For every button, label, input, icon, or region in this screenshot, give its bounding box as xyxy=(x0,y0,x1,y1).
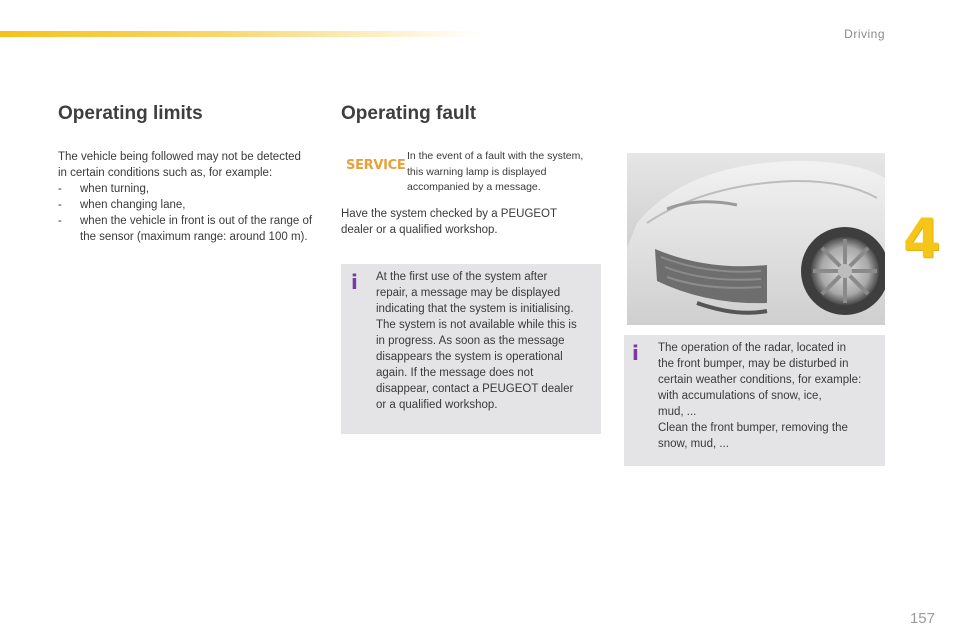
page-number: 157 xyxy=(909,610,935,627)
operating-limits-text xyxy=(58,149,326,245)
info-box-text xyxy=(376,269,598,413)
info-icon: i xyxy=(351,270,358,294)
text-line: this warning lamp is displayed xyxy=(407,165,547,178)
car-illustration xyxy=(627,153,885,325)
text-line: or a qualified workshop. xyxy=(376,399,498,411)
text-line: accompanied by a message. xyxy=(407,181,541,193)
text-line: The operation of the radar, located in xyxy=(658,342,846,354)
list-item: - when the vehicle in front is out of the range of the sensor (maximum range: around 100 m). xyxy=(58,213,326,245)
header-accent-bar xyxy=(0,31,480,37)
text-line: dealer or a qualified workshop. xyxy=(341,224,498,236)
list-item: - when turning, xyxy=(58,181,326,197)
text-line: At the first use of the system after xyxy=(376,271,548,283)
operating-fault-heading: Operating fault xyxy=(341,103,477,124)
text-line: disappear, contact a PEUGEOT dealer xyxy=(376,383,574,395)
text-line: mud, ... xyxy=(658,406,697,418)
info-box-radar xyxy=(624,335,885,466)
text-line: certain weather conditions, for example: xyxy=(658,374,862,386)
text-line: Clean the front bumper, removing the xyxy=(658,422,848,434)
service-warning-lamp-icon: SERVICE xyxy=(346,158,406,173)
operating-limits-intro-line: The vehicle being followed may not be detected xyxy=(58,151,301,163)
text-line: snow, mud, ... xyxy=(658,438,729,450)
text-line: The system is not available while this is xyxy=(376,319,577,331)
info-icon: i xyxy=(632,341,639,365)
text-line: repair, a message may be displayed xyxy=(376,287,561,299)
text-line: indicating that the system is initialising. xyxy=(376,303,574,315)
chapter-number: 4 xyxy=(903,207,941,270)
section-label: Driving xyxy=(844,27,885,41)
operating-limits-heading: Operating limits xyxy=(58,103,203,124)
text-line: Have the system checked by a PEUGEOT xyxy=(341,208,558,220)
text-line: the front bumper, may be disturbed in xyxy=(658,358,849,370)
info-box-text xyxy=(658,340,883,452)
check-system-text xyxy=(341,206,601,238)
operating-limits-list xyxy=(58,181,326,245)
operating-limits-intro-line: in certain conditions such as, for example: xyxy=(58,167,273,179)
text-line: In the event of a fault with the system, xyxy=(407,150,584,162)
text-line: again. If the message does not xyxy=(376,367,534,379)
warning-lamp-description xyxy=(407,149,607,196)
text-line: with accumulations of snow, ice, xyxy=(658,390,822,402)
list-item: - when changing lane, xyxy=(58,197,326,213)
car-front-bumper-image xyxy=(627,153,885,325)
text-line: in progress. As soon as the message xyxy=(376,335,565,347)
text-line: disappears the system is operational xyxy=(376,351,563,363)
info-box-first-use xyxy=(341,264,601,434)
